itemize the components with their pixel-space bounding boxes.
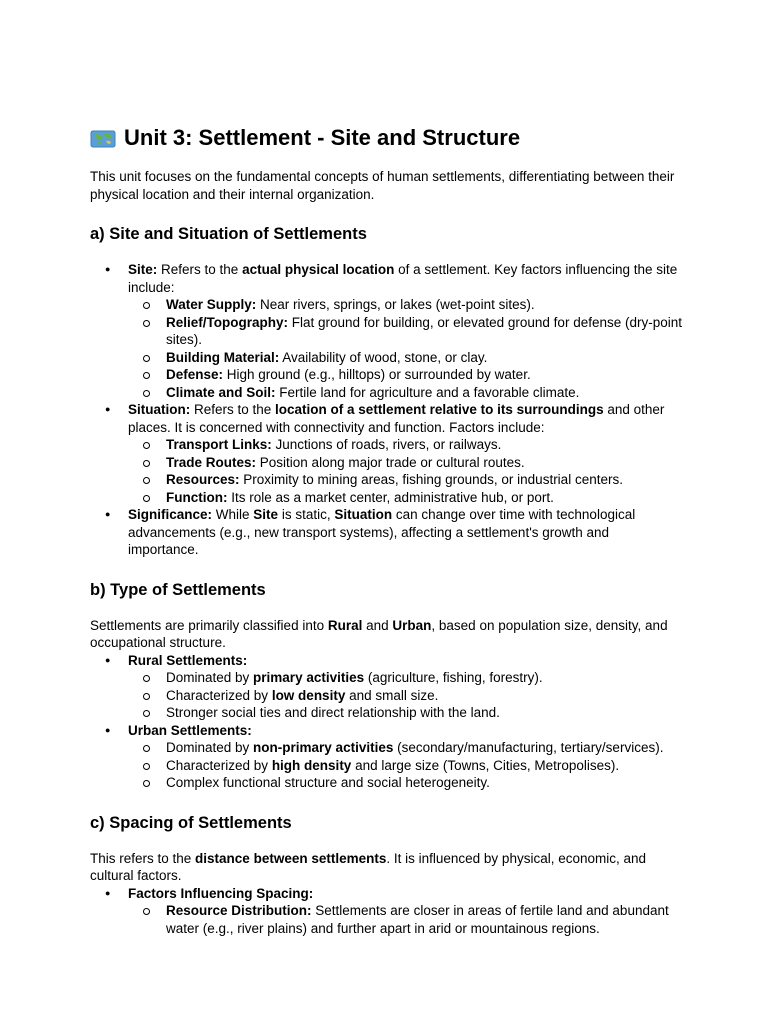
section-c-list xyxy=(90,885,682,938)
list-item-rural: ● Rural Settlements: Dominated by primary activities (agriculture, fishing, forestry). Characterized by low density and small size. Stronger social ties and direct relationship with the land. xyxy=(90,652,682,722)
list-item: Function: Its role as a market center, administrative hub, or port. xyxy=(128,489,682,507)
urban-list xyxy=(128,739,682,792)
list-item: Stronger social ties and direct relationship with the land. xyxy=(128,704,682,722)
list-item: Building Material: Availability of wood, stone, or clay. xyxy=(128,349,682,367)
intro-paragraph: This unit focuses on the fundamental concepts of human settlements, differentiating between their physical location and their internal organization. xyxy=(90,169,675,202)
section-b-list xyxy=(90,652,682,792)
list-item: Trade Routes: Position along major trade or cultural routes. xyxy=(128,454,682,472)
list-item: Complex functional structure and social heterogeneity. xyxy=(128,774,682,792)
list-item: Resources: Proximity to mining areas, fishing grounds, or industrial centers. xyxy=(128,471,682,489)
rural-list xyxy=(128,669,682,722)
list-item: Resource Distribution: Settlements are closer in areas of fertile land and abundant water (e.g., river plains) and further apart in arid or mountainous regions. xyxy=(128,902,682,937)
factors-list xyxy=(128,902,682,937)
list-item: Dominated by non-primary activities (secondary/manufacturing, tertiary/services). xyxy=(128,739,682,757)
list-item: Dominated by primary activities (agriculture, fishing, forestry). xyxy=(128,669,682,687)
list-item: Characterized by low density and small size. xyxy=(128,687,682,705)
list-item: Climate and Soil: Fertile land for agriculture and a favorable climate. xyxy=(128,384,682,402)
section-a-list xyxy=(90,261,682,559)
section-b-intro: Settlements are primarily classified into Rural and Urban, based on population size, density, and occupational structure. xyxy=(90,617,668,650)
page-title xyxy=(90,124,682,152)
list-item-significance: ● Significance: While Site is static, Situation can change over time with technological advancements (e.g., new transport systems), affecting a settlement's growth and importance. xyxy=(90,506,682,559)
situation-factors-list xyxy=(128,436,682,506)
section-c-intro: This refers to the distance between settlements. It is influenced by physical, economic, and cultural factors. xyxy=(90,850,647,883)
list-item-site: ● Site: Refers to the actual physical location of a settlement. Key factors influencing the site include: Water Supply: Near rivers, springs, or lakes (wet-point sites). Relief/Topography: Flat ground for building, or elevated ground for defense (dry-point sites). Building Material: Availability of wood, stone, or clay. Defense: High ground (e.g., hilltops) or surrounded by water. Climate and Soil: Fertile land for agriculture and a favorable climate. xyxy=(90,261,682,401)
list-item: Transport Links: Junctions of roads, rivers, or railways. xyxy=(128,436,682,454)
site-factors-list xyxy=(128,296,682,401)
list-item: Characterized by high density and large size (Towns, Cities, Metropolises). xyxy=(128,757,682,775)
list-item-situation: ● Situation: Refers to the location of a settlement relative to its surroundings and other places. It is concerned with connectivity and function. Factors include: Transport Links: Junctions of roads, rivers, or railways. Trade Routes: Position along major trade or cultural routes. Resources: Proximity to mining areas, fishing grounds, or industrial centers. Function: Its role as a market center, administrative hub, or port. xyxy=(90,401,682,506)
section-c-heading: c) Spacing of Settlements xyxy=(90,813,292,832)
section-a-heading: a) Site and Situation of Settlements xyxy=(90,225,367,243)
list-item-urban: ● Urban Settlements: Dominated by non-primary activities (secondary/manufacturing, tertiary/services). Characterized by high density and large size (Towns, Cities, Metropolises). Complex functional structure and social heterogeneity. xyxy=(90,722,682,792)
list-item: Relief/Topography: Flat ground for building, or elevated ground for defense (dry-point sites). xyxy=(128,314,682,349)
section-b-heading: b) Type of Settlements xyxy=(90,580,266,599)
world-map-icon xyxy=(90,128,116,148)
list-item: Defense: High ground (e.g., hilltops) or surrounded by water. xyxy=(128,366,682,384)
list-item-factors: ● Factors Influencing Spacing: Resource Distribution: Settlements are closer in areas of fertile land and abundant water (e.g., river plains) and further apart in arid or mountainous regions. xyxy=(90,885,682,938)
title-text: Unit 3: Settlement - Site and Structure xyxy=(124,125,521,150)
list-item: Water Supply: Near rivers, springs, or lakes (wet-point sites). xyxy=(128,296,682,314)
